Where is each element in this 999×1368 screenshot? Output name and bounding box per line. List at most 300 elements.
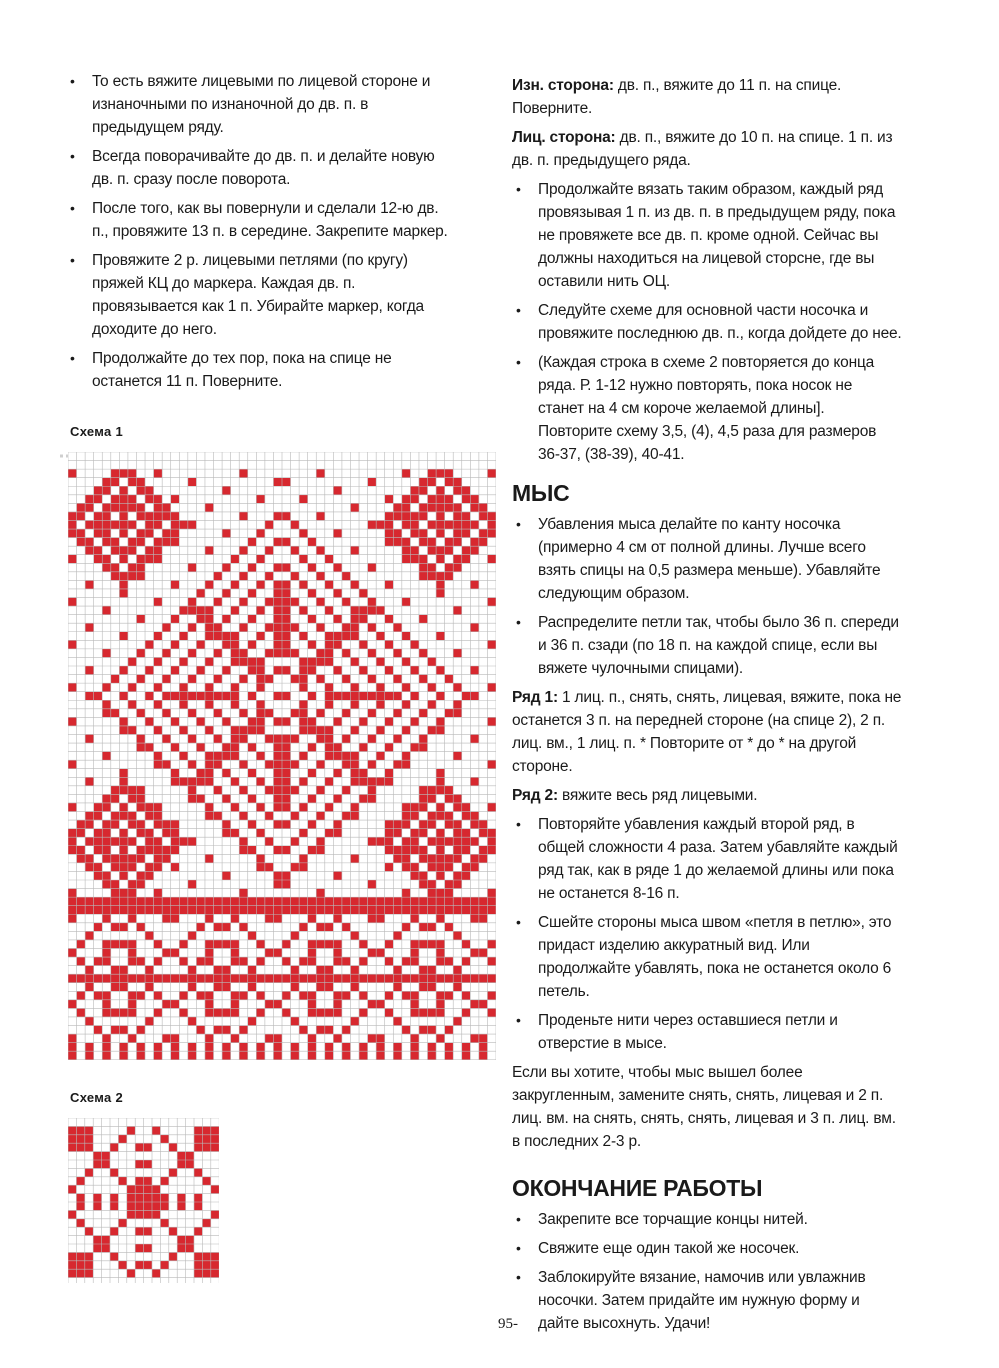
scheme1-cell [85,546,94,555]
scheme1-cell [385,974,394,983]
scheme1-cell [376,948,385,957]
scheme1-cell [359,777,368,786]
scheme1-cell [462,529,471,538]
scheme2-cell [194,1261,202,1269]
scheme1-cell [410,486,419,495]
scheme1-cell [445,538,454,547]
scheme1-cell [102,1008,111,1017]
scheme2-cell [127,1202,135,1210]
scheme1-cell [111,546,120,555]
scheme1-cell [196,666,205,675]
scheme1-cell [68,520,77,529]
scheme1-cell [239,991,248,1000]
scheme1-cell [102,1051,111,1060]
scheme1-cell [111,709,120,718]
scheme1-cell [231,580,240,589]
scheme1-cell [102,606,111,615]
scheme1-cell [393,623,402,632]
list-item: • Убавления мыса делайте по канту носочка (примерно 4 см от полной длины. Лучше всего взять спицы на 0,5 размера меньше). Убавляйте следующим образом. [512,513,902,605]
scheme1-cell [205,1034,214,1043]
scheme1-cell [68,555,77,564]
scheme1-cell [136,786,145,795]
scheme1-cell [205,692,214,701]
scheme1-cell [128,974,137,983]
scheme1-cell [453,538,462,547]
scheme1-cell [196,794,205,803]
scheme1-cell [342,923,351,932]
scheme1-cell [119,889,128,898]
scheme1-cell [68,837,77,846]
scheme1-cell [239,546,248,555]
scheme2-cell [127,1210,135,1218]
scheme1-cell [162,675,171,684]
scheme1-cell [119,580,128,589]
scheme1-cell [102,1000,111,1009]
scheme1-cell [85,623,94,632]
scheme1-cell [205,760,214,769]
scheme1-cell [479,1000,488,1009]
scheme1-cell [136,743,145,752]
scheme1-cell [273,632,282,641]
scheme1-cell [282,615,291,624]
scheme1-cell [102,709,111,718]
scheme1-cell [299,717,308,726]
scheme2-cell [169,1143,177,1151]
scheme1-cell [94,863,103,872]
scheme1-cell [316,657,325,666]
scheme1-cell [171,666,180,675]
scheme1-cell [291,966,300,975]
scheme1-cell [273,640,282,649]
scheme1-cell [256,555,265,564]
list-item: • Повторяйте убавления каждый второй ряд, в общей сложности 4 раза. Затем убавляйте каждый ряд так, как в ряде 1 до желаемой длины или пока не останется 8-16 п. [512,813,902,905]
scheme1-cell [205,503,214,512]
scheme1-cell [128,786,137,795]
scheme1-cell [462,829,471,838]
scheme1-cell [487,1008,496,1017]
scheme1-cell [436,769,445,778]
scheme1-cell [171,914,180,923]
scheme1-cell [171,829,180,838]
scheme1-cell [428,657,437,666]
scheme1-cell [136,897,145,906]
scheme1-cell [162,623,171,632]
scheme1-cell [119,1043,128,1052]
scheme1-cell [85,837,94,846]
scheme1-cell [291,812,300,821]
scheme2-label: Схема 2 [70,1090,123,1105]
scheme1-cell [342,649,351,658]
scheme2-cell [160,1202,168,1210]
scheme1-cell [402,546,411,555]
scheme1-cell [231,734,240,743]
scheme1-cell [231,1008,240,1017]
scheme1-cell [410,1051,419,1060]
scheme1-cell [325,649,334,658]
scheme1-cell [333,563,342,572]
scheme2-cell [76,1126,84,1134]
scheme1-cell [462,546,471,555]
text-wrong-side: дв. п., вяжите до 11 п. на спице. Поверните. [512,77,842,117]
scheme1-cell [231,606,240,615]
scheme1-cell [282,777,291,786]
scheme1-cell [350,615,359,624]
scheme2-cell [76,1252,84,1260]
scheme2-cell [127,1269,135,1277]
scheme1-cell [299,923,308,932]
scheme1-cell [145,846,154,855]
scheme1-cell [299,957,308,966]
scheme1-cell [205,606,214,615]
scheme1-cell [308,743,317,752]
scheme1-cell [402,837,411,846]
scheme1-cell [350,580,359,589]
scheme1-cell [325,1026,334,1035]
scheme1-cell [410,957,419,966]
scheme1-cell [136,871,145,880]
scheme1-cell [342,906,351,915]
scheme1-cell [282,786,291,795]
scheme1-cell [248,897,257,906]
scheme1-cell [111,503,120,512]
scheme1-cell [419,974,428,983]
scheme1-cell [470,812,479,821]
scheme1-cell [111,940,120,949]
paragraph-row1 [512,686,902,778]
scheme1-cell [350,657,359,666]
scheme1-cell [145,486,154,495]
scheme1-cell [154,846,163,855]
scheme1-cell [479,854,488,863]
scheme1-cell [154,752,163,761]
scheme1-cell [188,598,197,607]
scheme1-cell [85,666,94,675]
scheme1-cell [368,520,377,529]
scheme1-cell [359,589,368,598]
scheme1-cell [273,974,282,983]
list-item: • Распределите петли так, чтобы было 36 п. спереди и 36 п. сзади (по 18 п. на каждой спице, если вы вяжете чулочными спицами). [512,611,902,680]
scheme2-cell [127,1185,135,1193]
scheme1-cell [119,572,128,581]
scheme1-cell [333,1008,342,1017]
scheme1-cell [68,1034,77,1043]
scheme1-cell [479,538,488,547]
scheme1-cell [188,794,197,803]
scheme1-cell [350,777,359,786]
scheme1-cell [462,555,471,564]
scheme1-cell [85,734,94,743]
scheme1-cell [256,854,265,863]
scheme1-cell [333,948,342,957]
scheme1-cell [171,974,180,983]
scheme1-cell [453,683,462,692]
scheme1-cell [402,512,411,521]
scheme1-cell [248,589,257,598]
scheme1-cell [128,991,137,1000]
scheme1-cell [188,675,197,684]
scheme1-cell [282,606,291,615]
scheme1-cell [350,897,359,906]
scheme1-cell [231,692,240,701]
scheme1-cell [162,820,171,829]
scheme1-cell [214,632,223,641]
scheme1-cell [470,897,479,906]
scheme1-cell [145,863,154,872]
scheme1-cell [85,931,94,940]
scheme1-cell [368,692,377,701]
scheme1-cell [316,812,325,821]
scheme1-cell [256,991,265,1000]
scheme1-cell [282,538,291,547]
scheme1-cell [453,700,462,709]
scheme2-cell [135,1261,143,1269]
scheme1-cell [154,991,163,1000]
scheme1-cell [428,854,437,863]
scheme1-cell [385,940,394,949]
scheme1-cell [316,1008,325,1017]
scheme1-cell [462,1008,471,1017]
scheme2-cell [135,1202,143,1210]
scheme1-cell [325,752,334,761]
scheme1-cell [68,906,77,915]
scheme1-cell [428,1008,437,1017]
scheme1-cell [333,529,342,538]
scheme2-cell [144,1210,152,1218]
scheme1-cell [385,580,394,589]
scheme1-cell [470,666,479,675]
scheme1-cell [102,520,111,529]
scheme1-cell [136,923,145,932]
scheme1-cell [214,940,223,949]
scheme1-cell [282,957,291,966]
scheme1-cell [282,846,291,855]
scheme1-cell [325,606,334,615]
scheme1-cell [231,726,240,735]
scheme1-cell [111,538,120,547]
scheme1-cell [410,640,419,649]
scheme1-grid [68,452,496,1064]
scheme1-cell [94,546,103,555]
scheme1-cell [68,1043,77,1052]
scheme1-cell [299,675,308,684]
scheme1-cell [205,726,214,735]
scheme1-cell [222,1026,231,1035]
scheme1-cell [453,709,462,718]
scheme1-cell [273,871,282,880]
scheme1-cell [214,692,223,701]
scheme1-cell [94,846,103,855]
scheme1-cell [214,675,223,684]
list-item: • Всегда поворачивайте до дв. п. и делайте новую дв. п. сразу после поворота. [62,145,452,191]
scheme1-cell [102,478,111,487]
scheme1-cell [342,991,351,1000]
scheme1-cell [265,675,274,684]
scheme2-cell [85,1269,93,1277]
scheme1-cell [171,820,180,829]
scheme1-cell [128,863,137,872]
scheme1-cell [402,683,411,692]
scheme2-cell [68,1261,76,1269]
scheme1-cell [102,914,111,923]
scheme1-cell [214,923,223,932]
scheme1-cell [308,1008,317,1017]
scheme1-cell [77,974,86,983]
scheme1-cell [145,829,154,838]
scheme1-cell [308,906,317,915]
scheme1-cell [231,948,240,957]
scheme1-cell [291,931,300,940]
scheme1-cell [299,683,308,692]
scheme1-cell [239,974,248,983]
scheme1-cell [299,632,308,641]
scheme1-cell [205,940,214,949]
scheme1-cell [436,940,445,949]
scheme1-cell [119,863,128,872]
scheme1-cell [256,675,265,684]
scheme1-cell [410,803,419,812]
scheme1-cell [419,1008,428,1017]
scheme1-cell [419,615,428,624]
scheme1-cell [231,957,240,966]
scheme1-cell [350,546,359,555]
scheme1-cell [196,589,205,598]
scheme1-cell [119,529,128,538]
scheme1-cell [136,1026,145,1035]
scheme1-cell [265,914,274,923]
scheme1-cell [85,580,94,589]
scheme2-cell [202,1177,210,1185]
scheme1-cell [273,743,282,752]
scheme1-cell [248,538,257,547]
scheme1-cell [68,529,77,538]
scheme1-cell [402,752,411,761]
scheme1-cell [299,777,308,786]
scheme1-cell [256,606,265,615]
scheme1-cell [196,923,205,932]
scheme1-cell [419,854,428,863]
scheme1-cell [436,991,445,1000]
scheme1-cell [359,717,368,726]
scheme1-cell [179,692,188,701]
scheme1-cell [393,709,402,718]
scheme1-cell [188,906,197,915]
scheme1-cell [308,589,317,598]
scheme1-cell [273,906,282,915]
scheme1-cell [94,555,103,564]
scheme1-cell [376,657,385,666]
scheme1-cell [291,863,300,872]
scheme1-cell [68,640,77,649]
scheme1-cell [196,743,205,752]
scheme1-cell [145,555,154,564]
scheme1-cell [102,794,111,803]
scheme1-cell [393,906,402,915]
scheme1-cell [282,769,291,778]
scheme1-cell [179,632,188,641]
scheme1-cell [136,615,145,624]
scheme1-cell [325,640,334,649]
scheme1-cell [222,752,231,761]
scheme1-cell [248,717,257,726]
scheme1-cell [205,812,214,821]
list-item: • Закрепите все торчащие концы нитей. [512,1208,902,1231]
scheme1-cell [256,717,265,726]
scheme1-cell [77,940,86,949]
scheme1-cell [136,529,145,538]
scheme1-cell [171,863,180,872]
scheme2-cell [93,1152,101,1160]
scheme1-cell [145,871,154,880]
scheme1-cell [77,957,86,966]
scheme1-cell [470,692,479,701]
scheme1-cell [94,1026,103,1035]
scheme2-cell [169,1168,177,1176]
scheme1-cell [171,743,180,752]
scheme1-cell [214,752,223,761]
scheme1-cell [308,717,317,726]
scheme1-cell [428,478,437,487]
scheme1-cell [256,803,265,812]
scheme1-cell [214,709,223,718]
scheme1-cell [402,632,411,641]
scheme2-cell [144,1194,152,1202]
scheme1-cell [128,1008,137,1017]
scheme1-cell [282,974,291,983]
scheme1-cell [128,880,137,889]
scheme1-cell [77,503,86,512]
scheme1-cell [205,803,214,812]
scheme1-cell [119,1008,128,1017]
scheme1-cell [119,974,128,983]
scheme1-cell [342,572,351,581]
scheme1-cell [77,846,86,855]
scheme1-cell [436,948,445,957]
list-item: • Проденьте нити через оставшиеся петли и отверстие в мысе. [512,1009,902,1055]
scheme1-cell [376,520,385,529]
scheme1-cell [350,700,359,709]
scheme1-cell [119,726,128,735]
scheme1-cell [445,1051,454,1060]
scheme1-cell [393,512,402,521]
scheme1-cell [316,837,325,846]
scheme1-cell [102,700,111,709]
scheme1-cell [102,820,111,829]
scheme2-cell [211,1126,219,1134]
scheme1-cell [282,589,291,598]
scheme1-cell [282,880,291,889]
scheme1-cell [94,812,103,821]
scheme1-cell [453,752,462,761]
scheme1-cell [119,871,128,880]
scheme1-cell [428,966,437,975]
scheme1-cell [85,854,94,863]
scheme1-cell [162,538,171,547]
scheme1-cell [136,906,145,915]
scheme1-cell [119,1051,128,1060]
scheme1-cell [436,469,445,478]
scheme1-cell [470,854,479,863]
scheme1-cell [214,966,223,975]
scheme1-cell [145,812,154,821]
scheme1-cell [145,983,154,992]
scheme1-cell [299,709,308,718]
scheme1-cell [428,889,437,898]
scheme1-cell [273,1000,282,1009]
scheme1-cell [222,1043,231,1052]
scheme1-cell [222,820,231,829]
scheme1-cell [325,580,334,589]
scheme1-cell [410,837,419,846]
